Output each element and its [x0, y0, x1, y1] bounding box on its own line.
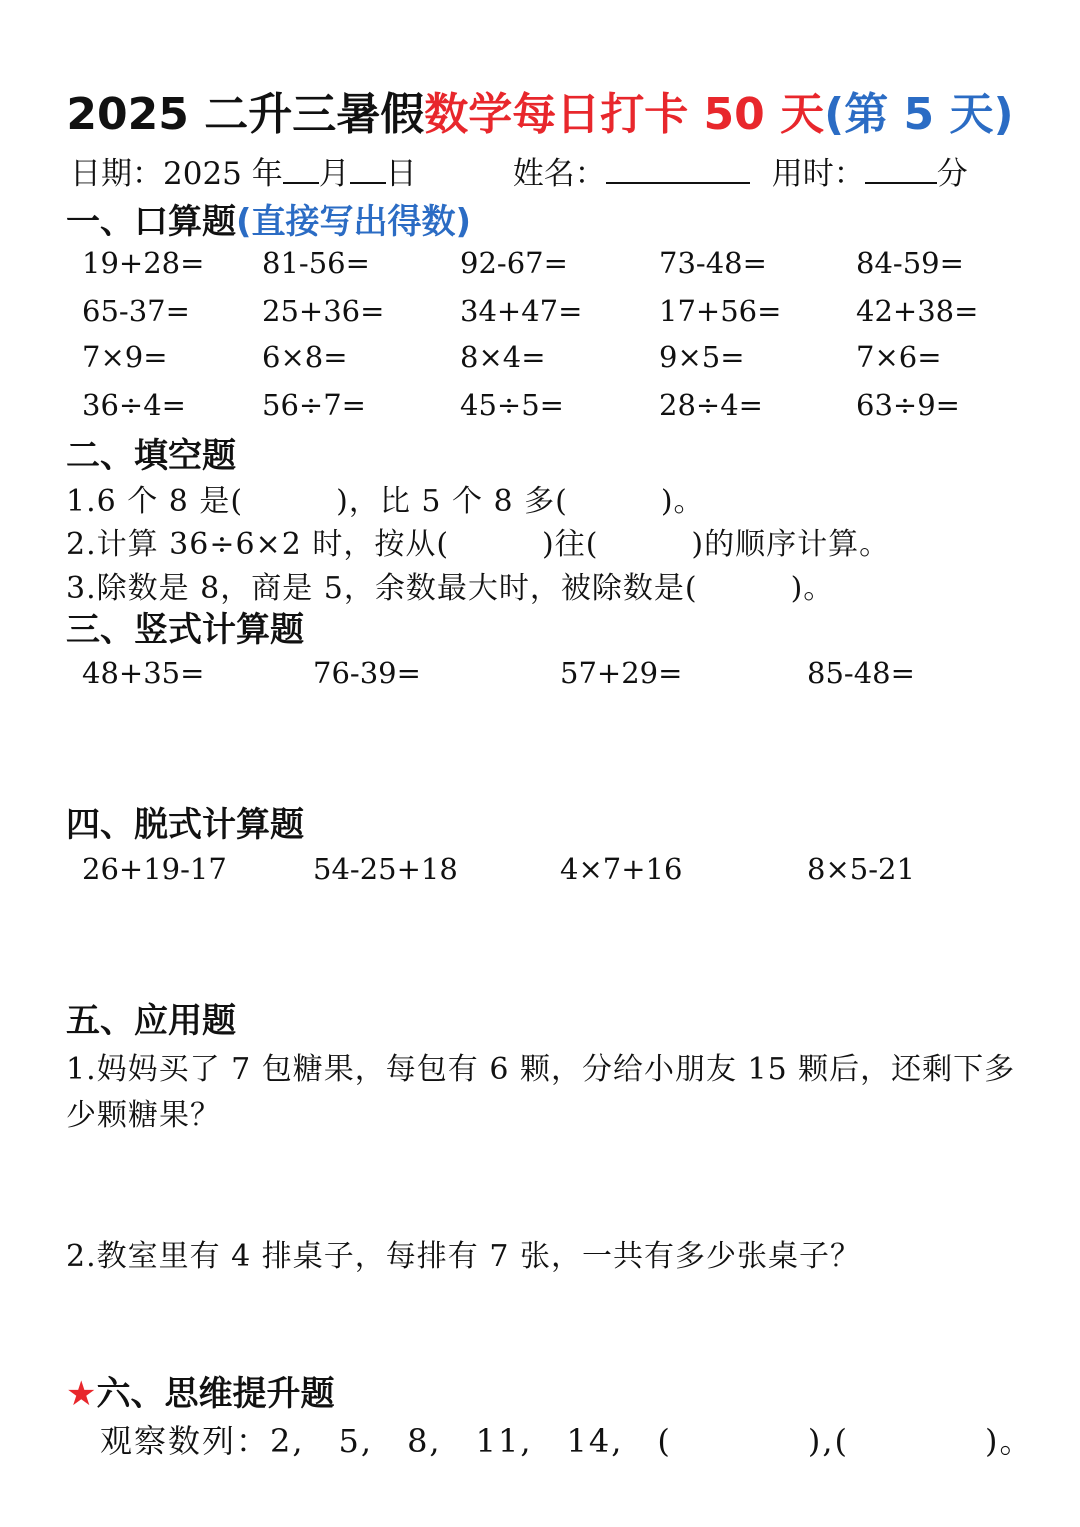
oral-item: 45÷5=: [460, 388, 564, 422]
section2-heading: 二、填空题: [66, 436, 236, 476]
time-label: 用时：: [771, 156, 865, 192]
oral-item: 73-48=: [659, 246, 767, 280]
oral-item: 6×8=: [262, 340, 348, 374]
oral-item: 81-56=: [262, 246, 370, 280]
month-blank[interactable]: [283, 156, 319, 184]
oral-item: 84-59=: [856, 246, 964, 280]
section4-heading: 四、脱式计算题: [66, 805, 304, 845]
section1-heading: [66, 194, 471, 243]
section3-heading: 三、竖式计算题: [66, 610, 304, 650]
name-label: 姓名：: [512, 156, 606, 192]
section5-heading: 五、应用题: [66, 1001, 236, 1041]
oral-item: 17+56=: [659, 294, 782, 328]
vertical-calc-item: 48+35=: [82, 656, 205, 690]
oral-item: 65-37=: [82, 294, 190, 328]
oral-item: 8×4=: [460, 340, 546, 374]
oral-item: 7×9=: [82, 340, 168, 374]
oral-item: 92-67=: [460, 246, 568, 280]
title-part-day: (第 5 天): [824, 89, 1014, 140]
day-label: 日: [385, 156, 417, 192]
stepwise-calc-item: 8×5-21: [807, 852, 915, 886]
minute-label: 分: [936, 156, 968, 192]
page-title: [0, 78, 1080, 142]
section6-title: 六、思维提升题: [96, 1374, 335, 1414]
word-problem-1-line1: 1.妈妈买了 7 包糖果，每包有 6 颗，分给小朋友 15 颗后，还剩下多: [66, 1052, 1016, 1087]
word-problem-2: 2.教室里有 4 排桌子，每排有 7 张，一共有多少张桌子？: [66, 1239, 861, 1274]
word-problem-1-line2: 少颗糖果？: [66, 1098, 221, 1133]
oral-item: 7×6=: [856, 340, 942, 374]
vertical-calc-item: 76-39=: [313, 656, 421, 690]
stepwise-calc-item: 4×7+16: [560, 852, 683, 886]
section6-heading: [66, 1366, 334, 1415]
section1-subtitle: (直接写出得数): [236, 202, 472, 242]
oral-item: 42+38=: [856, 294, 979, 328]
star-icon: ★: [66, 1374, 97, 1414]
sequence-question: 观察数列：2, 5, 8, 11, 14, ( ),( )。: [100, 1422, 1034, 1460]
title-part-grade: 2025 二升三暑假: [66, 89, 425, 140]
name-blank[interactable]: [606, 156, 750, 184]
info-line: [70, 148, 968, 193]
section1-title: 一、口算题: [66, 202, 236, 242]
oral-item: 25+36=: [262, 294, 385, 328]
oral-item: 19+28=: [82, 246, 205, 280]
fill-blank-item-1: 1.6 个 8 是( )，比 5 个 8 多( )。: [66, 484, 705, 519]
oral-item: 36÷4=: [82, 388, 186, 422]
stepwise-calc-item: 26+19-17: [82, 852, 227, 886]
oral-item: 63÷9=: [856, 388, 960, 422]
month-label: 月: [318, 156, 350, 192]
fill-blank-item-2: 2.计算 36÷6×2 时，按从( )往( )的顺序计算。: [66, 527, 891, 562]
date-label: 日期：2025 年: [70, 156, 283, 192]
oral-item: 56÷7=: [262, 388, 366, 422]
title-part-program: 数学每日打卡 50 天: [424, 89, 825, 140]
oral-item: 9×5=: [659, 340, 745, 374]
time-blank[interactable]: [865, 156, 937, 184]
vertical-calc-item: 85-48=: [807, 656, 915, 690]
vertical-calc-item: 57+29=: [560, 656, 683, 690]
oral-item: 28÷4=: [659, 388, 763, 422]
oral-item: 34+47=: [460, 294, 583, 328]
day-blank[interactable]: [350, 156, 386, 184]
fill-blank-item-3: 3.除数是 8，商是 5，余数最大时，被除数是( )。: [66, 571, 835, 606]
stepwise-calc-item: 54-25+18: [313, 852, 458, 886]
